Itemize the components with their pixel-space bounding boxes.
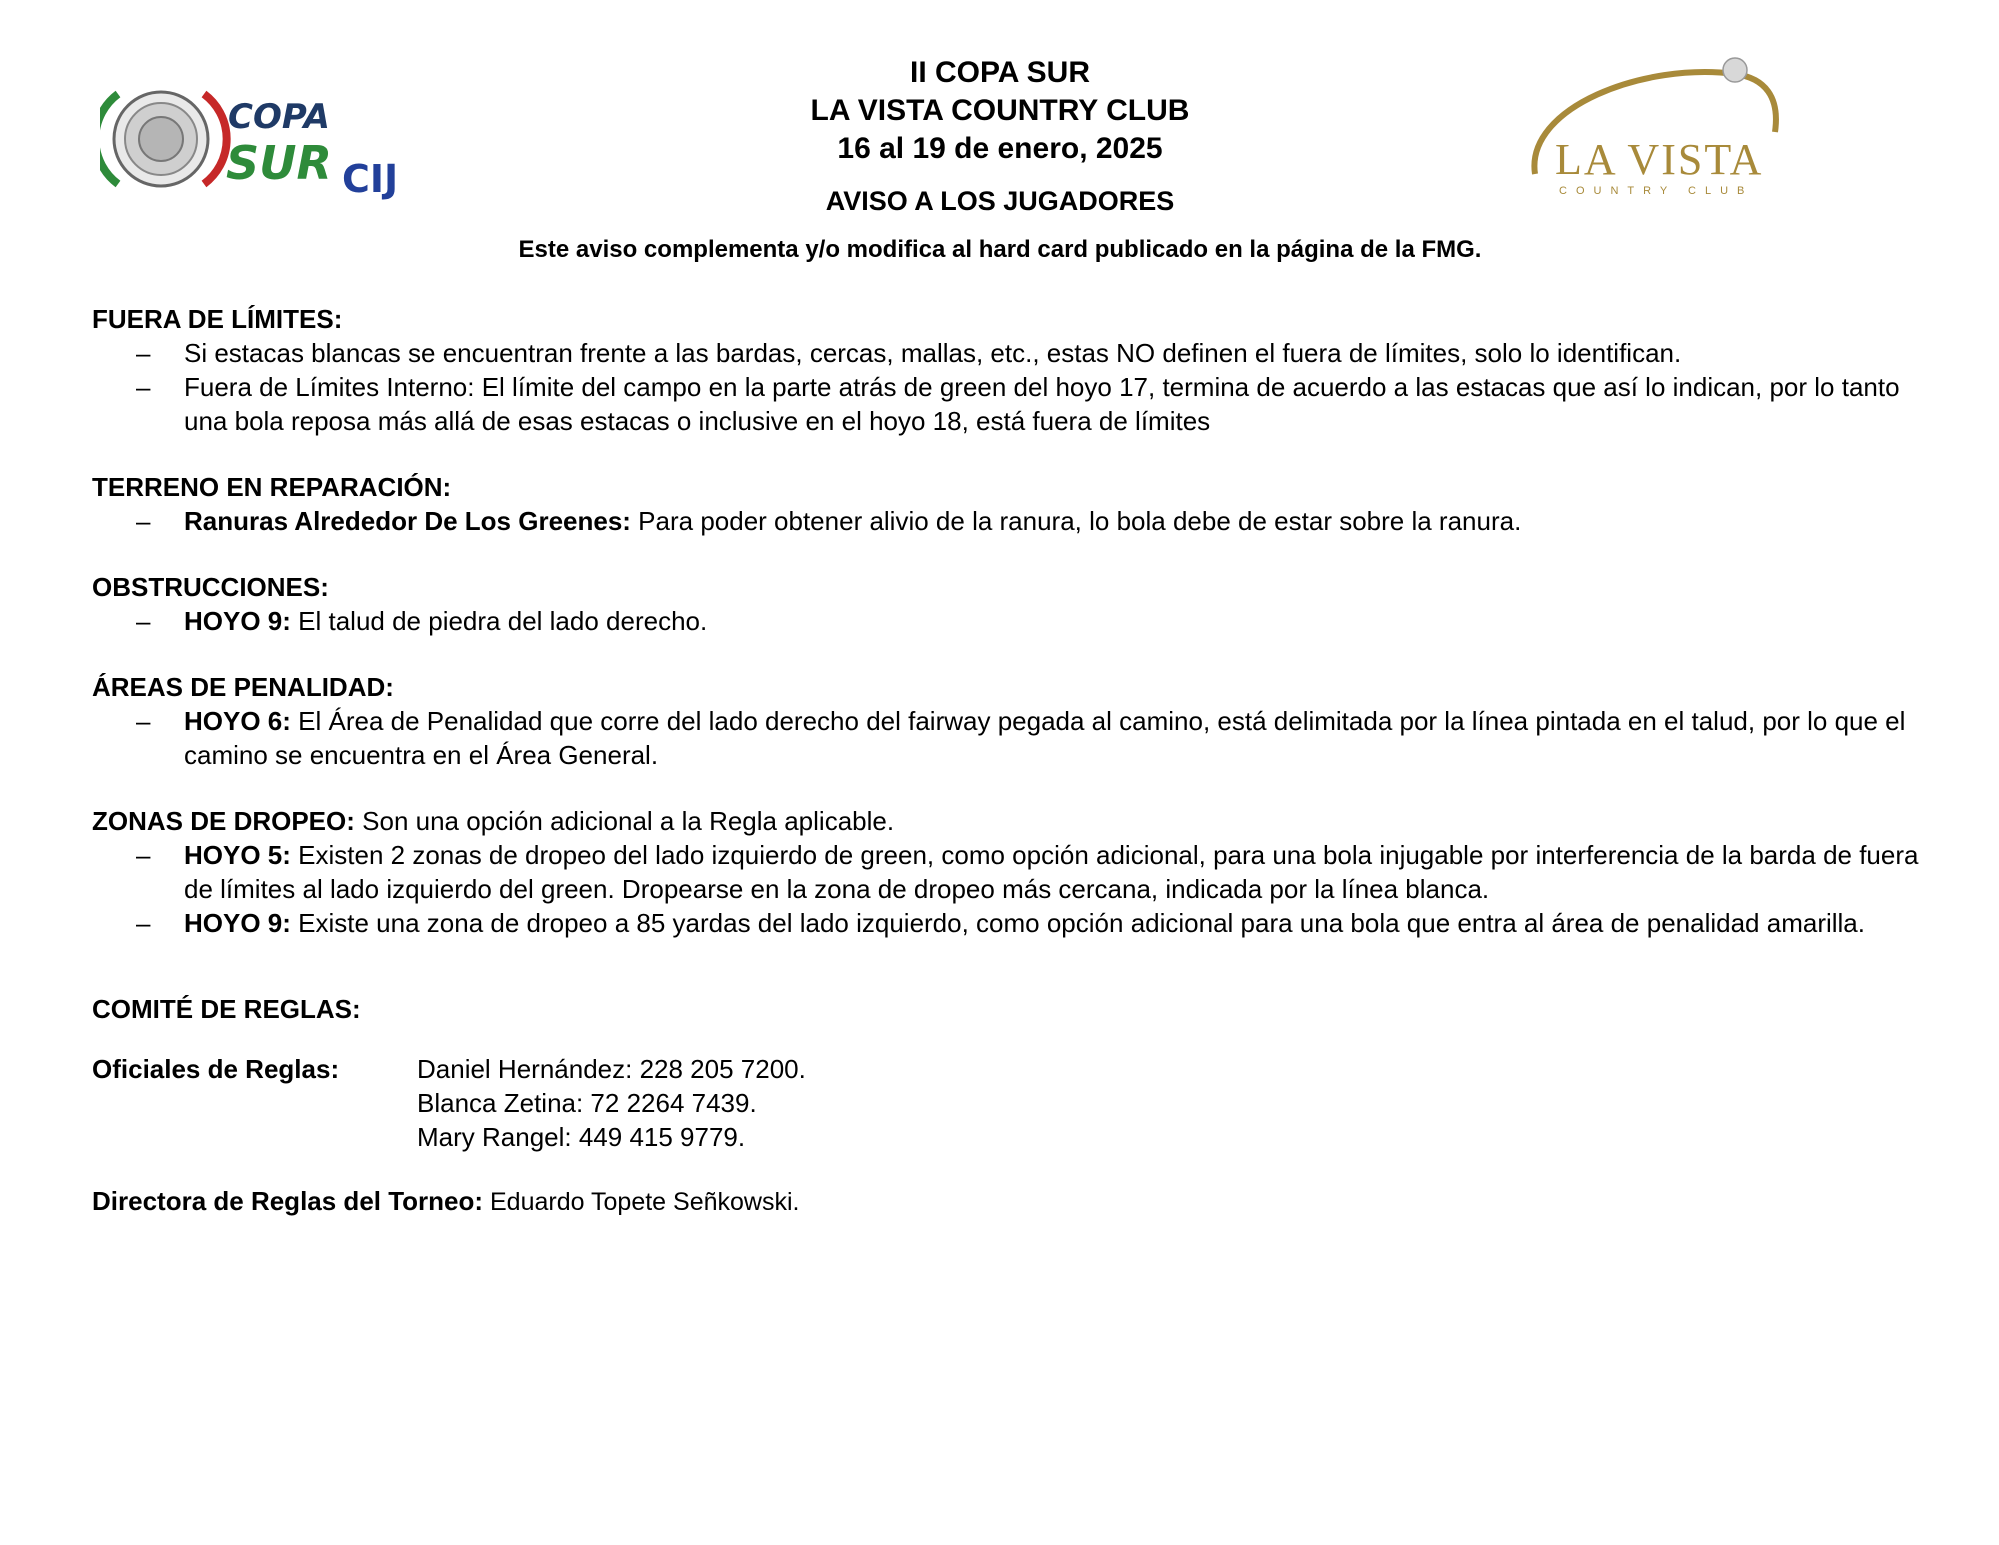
section-heading: TERRENO EN REPARACIÓN:	[92, 472, 452, 502]
item-text: El talud de piedra del lado derecho.	[290, 606, 708, 636]
copa-sur-logo	[100, 74, 430, 204]
official-entry: Mary Rangel: 449 415 9779.	[417, 1122, 746, 1152]
item-list	[92, 336, 1932, 438]
dash-bullet: –	[136, 706, 151, 736]
item-text: Para poder obtener alivio de la ranura, lo bola debe de estar sobre la ranura.	[630, 506, 1522, 536]
rules-committee	[92, 992, 1932, 1219]
director-label: Directora de Reglas del Torneo:	[92, 1186, 484, 1216]
list-item	[92, 504, 1932, 538]
section-heading-note: Son una opción adicional a la Regla aplicable.	[354, 806, 895, 836]
item-list	[92, 504, 1932, 538]
list-item	[92, 838, 1932, 906]
section-areas-de-penalidad	[92, 670, 1932, 772]
logo-cij-text: CIJ	[342, 157, 399, 201]
item-list	[92, 838, 1932, 940]
section-zonas-de-dropeo	[92, 804, 1932, 940]
dash-bullet: –	[136, 506, 151, 536]
notice-title: AVISO A LOS JUGADORES	[825, 186, 1175, 216]
section-heading	[92, 804, 1932, 838]
list-item	[92, 604, 1932, 638]
dash-bullet: –	[136, 840, 151, 870]
logo-countryclub-text: COUNTRY CLUB	[1559, 185, 1754, 197]
dash-bullet: –	[136, 606, 151, 636]
list-item	[92, 370, 1932, 438]
title-line-3: 16 al 19 de enero, 2025	[837, 132, 1163, 165]
section-heading-label: ZONAS DE DROPEO:	[92, 806, 355, 836]
item-text: Fuera de Límites Interno: El límite del campo en la parte atrás de green del hoyo 17, termina de acuerdo a las estacas que así lo indican, por lo tanto una bola reposa más allá de esas estacas o inclusive en el hoyo 18, está fuera de límites	[184, 372, 1900, 436]
section-fuera-de-limites	[92, 302, 1932, 438]
title-line-1: II COPA SUR	[909, 56, 1090, 89]
section-heading: ÁREAS DE PENALIDAD:	[92, 672, 394, 702]
item-label: HOYO 9:	[184, 908, 291, 938]
officials-block	[92, 1052, 1932, 1154]
header-titles	[700, 54, 1300, 220]
committee-title: COMITÉ DE REGLAS:	[92, 994, 361, 1024]
item-label: HOYO 9:	[184, 606, 291, 636]
official-entry: Blanca Zetina: 72 2264 7439.	[417, 1088, 757, 1118]
officials-list	[417, 1052, 806, 1154]
item-text: Existen 2 zonas de dropeo del lado izquierdo de green, como opción adicional, para una bola injugable por interferencia de la barda de fuera de límites al lado izquierdo del green. Dropearse en la zona de dropeo más cercana, indicada por la línea blanca.	[184, 840, 1919, 904]
dash-bullet: –	[136, 908, 151, 938]
item-list	[92, 604, 1932, 638]
list-item	[92, 906, 1932, 940]
item-label: HOYO 6:	[184, 706, 291, 736]
item-label: Ranuras Alrededor De Los Greenes:	[184, 506, 631, 536]
title-line-2: LA VISTA COUNTRY CLUB	[810, 94, 1190, 127]
director-name: Eduardo Topete Señkowski.	[483, 1188, 800, 1216]
list-item	[92, 704, 1932, 772]
section-heading: FUERA DE LÍMITES:	[92, 304, 343, 334]
notice-subtitle: Este aviso complementa y/o modifica al hard card publicado en la página de la FMG.	[518, 236, 1482, 263]
item-text: Existe una zona de dropeo a 85 yardas del lado izquierdo, como opción adicional para una bola que entra al área de penalidad amarilla.	[290, 908, 1865, 938]
official-entry: Daniel Hernández: 228 205 7200.	[417, 1054, 806, 1084]
logo-sur-text: SUR	[226, 136, 332, 190]
list-item	[92, 336, 1932, 370]
logo-copa-text: COPA	[228, 97, 330, 137]
section-terreno-en-reparacion	[92, 470, 1932, 538]
item-label: HOYO 5:	[184, 840, 291, 870]
item-text: El Área de Penalidad que corre del lado derecho del fairway pegada al camino, está delimitada por la línea pintada en el talud, por lo que el camino se encuentra en el Área General.	[184, 706, 1906, 770]
item-text: Si estacas blancas se encuentran frente a las bardas, cercas, mallas, etc., estas NO definen el fuera de límites, solo lo identifican.	[184, 338, 1682, 368]
officials-label: Oficiales de Reglas:	[92, 1054, 340, 1084]
dash-bullet: –	[136, 338, 151, 368]
director-line	[92, 1184, 1932, 1219]
item-list	[92, 704, 1932, 772]
section-obstrucciones	[92, 570, 1932, 638]
rules-content	[92, 302, 1932, 1219]
section-heading: OBSTRUCCIONES:	[92, 572, 329, 602]
logo-lavista-text: LA VISTA	[1555, 135, 1764, 184]
dash-bullet: –	[136, 372, 151, 402]
la-vista-logo	[1525, 52, 1795, 202]
